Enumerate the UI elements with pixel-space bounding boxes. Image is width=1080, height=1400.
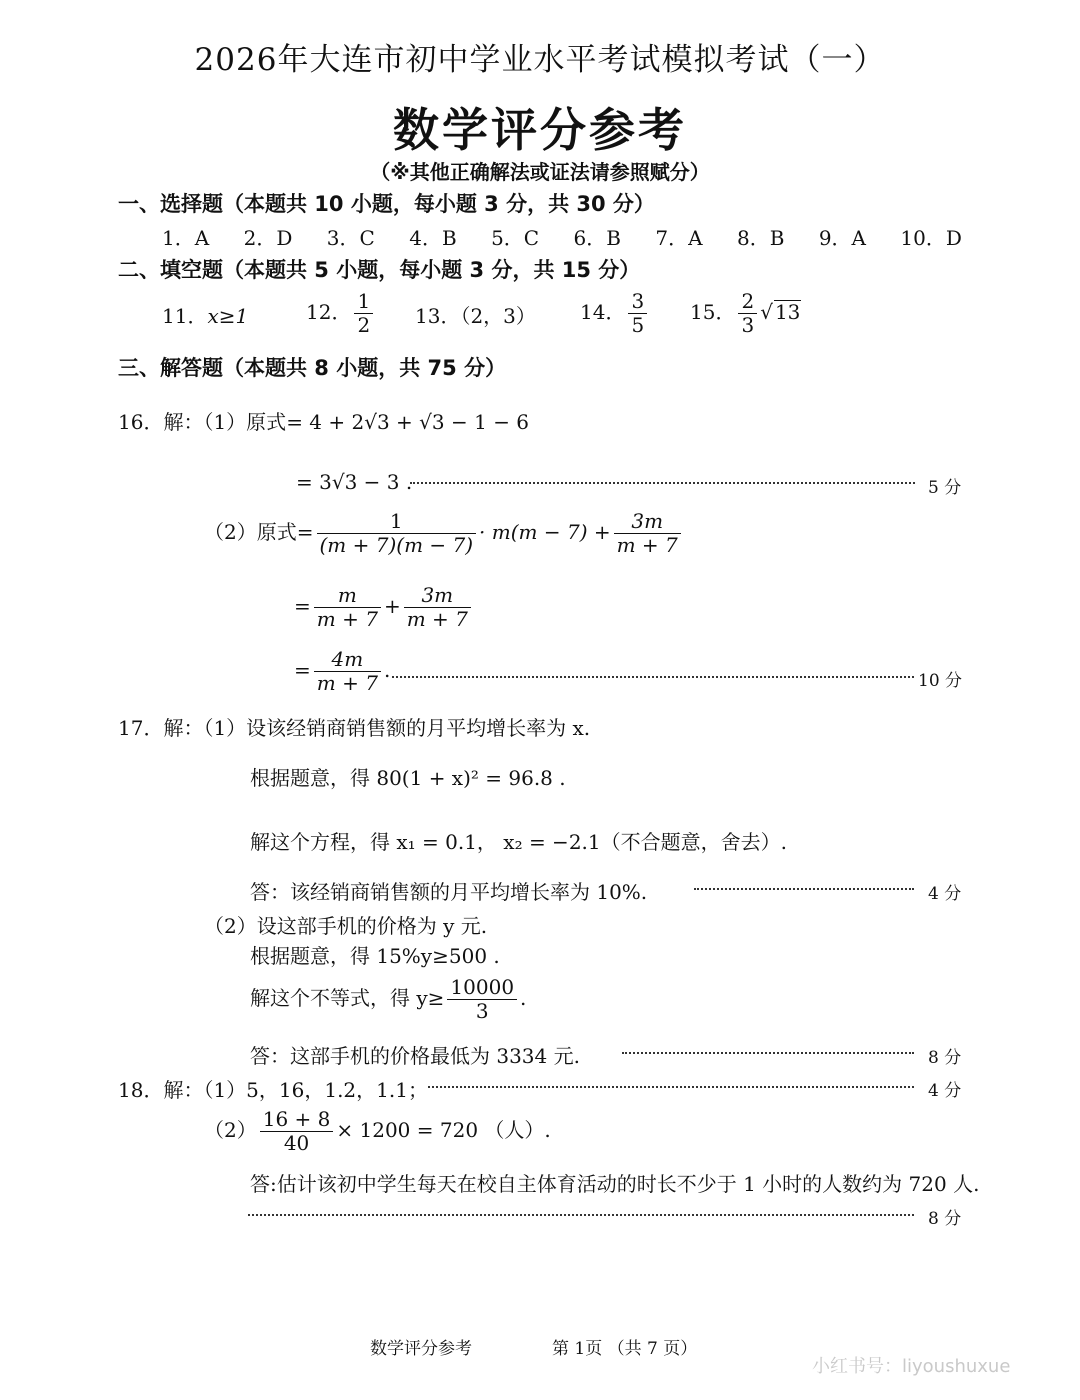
q14-numerator: 3 [628,290,647,314]
q16-l2-frac1-den: m + 7 [316,607,378,631]
q18-fraction [260,1108,334,1155]
q13-label: 13． [415,304,461,328]
q17-part2-solution [250,976,526,1023]
q15-denominator: 3 [741,313,755,337]
q11-label: 11． [162,304,208,328]
q16-l2-frac2 [404,584,471,631]
q18-part2 [204,1108,551,1155]
watermark-text: 小红书号：liyoushuxue [812,1356,1011,1377]
q17-solution: 解这个方程，得 x₁ = 0.1， x₂ = −2.1（不合题意，舍去）. [250,830,787,854]
equals-sign: = [294,594,311,618]
q17-sol-den: 3 [475,999,489,1023]
q15-answer [690,290,801,337]
q14-denominator: 5 [631,313,645,337]
q17-part2-equation: 根据题意，得 15%y≥500 . [250,944,500,968]
equals-sign: = [294,658,311,682]
period: . [520,986,527,1010]
q16-part2-line1 [204,510,684,557]
q18-score1: 4 分 [928,1081,962,1101]
q12-fraction [354,290,373,337]
footer-page-number: 第 1页 （共 7 页） [552,1339,698,1359]
exam-title: 2026年大连市初中学业水平考试模拟考试（一） [194,42,886,78]
q16-frac2 [614,510,681,557]
q16-part2-label: （2）原式 [204,520,297,544]
q16-l3-frac-num: 4m [314,648,381,672]
q17-part2-setup: （2）设这部手机的价格为 y 元. [204,914,488,938]
q18-part1: 18．解：（1）5，16，1.2，1.1； [118,1078,428,1102]
q15-numerator: 2 [738,290,757,314]
q17-score1: 4 分 [928,884,962,904]
q16-score1: 5 分 [928,478,962,498]
period: . [383,658,391,682]
dotted-leader [248,1214,914,1216]
q16-label: 16．解：（1）原式 [118,410,287,434]
q16-part2-line3 [294,648,390,695]
q16-l3-frac [314,648,381,695]
q15-fraction [738,290,757,337]
q18-part2-label: （2） [204,1118,257,1142]
q11-value: x≥1 [207,304,249,328]
doc-subtitle: 数学评分参考 [393,103,687,157]
dotted-leader [410,482,915,484]
q18-frac-den: 40 [283,1131,310,1155]
mc-answer: 4．B [409,226,457,250]
q17-score2: 8 分 [928,1048,962,1068]
section1-heading: 一、选择题（本题共 10 小题，每小题 3 分，共 30 分） [118,192,655,216]
q13-value: （2，3） [460,304,536,328]
grading-note: （※其他正确解法或证法请参照赋分） [370,160,710,184]
q16-l2-frac2-den: m + 7 [406,607,468,631]
q11-answer [162,300,248,329]
q18-part2-rest: × 1200 = 720 （人）. [336,1118,551,1142]
mc-answer: 6．B [573,226,621,250]
q16-mid-expr: · m(m − 7) + [479,520,611,544]
mc-answer: 10．D [900,226,962,250]
q18-frac-num: 16 + 8 [260,1108,334,1132]
section2-heading: 二、填空题（本题共 5 小题，每小题 3 分，共 15 分） [118,258,641,282]
q16-l2-frac1-num: m [314,584,381,608]
dotted-leader [694,888,914,890]
q15-label: 15． [690,300,736,324]
sqrt-icon: √ [760,300,773,324]
mc-answer: 5．C [491,226,540,250]
q16-frac1-den: (m + 7)(m − 7) [319,533,474,557]
q16-frac1 [317,510,477,557]
q17-sol-prefix: 解这个不等式，得 y≥ [250,986,445,1010]
q16-part2-line2 [294,584,474,631]
q12-denominator: 2 [357,313,371,337]
q15-radicand: 13 [774,300,801,324]
q17-sol-fraction [447,976,517,1023]
mc-answer: 2．D [243,226,293,250]
q17-part1-setup: 17．解：（1）设该经销商销售额的月平均增长率为 x. [118,716,591,740]
q17-answer1: 答：该经销商销售额的月平均增长率为 10%. [250,880,648,904]
dotted-leader [392,676,914,678]
q18-answer: 答:估计该初中学生每天在校自主体育活动的时长不少于 1 小时的人数约为 720 人. [250,1172,980,1196]
q17-answer2: 答：这部手机的价格最低为 3334 元. [250,1044,580,1068]
q16-l2-frac1 [314,584,381,631]
mc-answer: 8．B [736,226,785,250]
q16-l3-frac-den: m + 7 [316,671,378,695]
q16-score2: 10 分 [918,671,963,691]
q18-score2: 8 分 [928,1209,962,1229]
mc-answer: 9．A [818,226,866,250]
plus-sign: + [383,594,401,618]
q14-label: 14． [580,300,626,324]
section3-heading: 三、解答题（本题共 8 小题，共 75 分） [118,356,507,380]
q17-sol-num: 10000 [447,976,517,1000]
mc-answer: 7．A [655,226,703,250]
footer-doc-name: 数学评分参考 [370,1339,472,1359]
mc-answer: 3．C [326,226,375,250]
q17-equation: 根据题意，得 80(1 + x)² = 96.8 . [250,766,566,790]
q16-l2-frac2-num: 3m [404,584,471,608]
q16-part1-line1 [118,406,529,435]
q16-frac2-den: m + 7 [616,533,678,557]
q12-numerator: 1 [354,290,373,314]
q16-part1-line2: = 3√3 − 3 . [296,470,413,494]
dotted-leader [622,1052,914,1054]
q12-answer [306,290,376,337]
mc-answer: 1．A [162,226,210,250]
q13-answer [415,300,536,329]
dotted-leader [428,1086,914,1088]
mc-answer-row [162,222,962,251]
q16-expr1: = 4 + 2√3 + √3 − 1 − 6 [286,410,530,434]
equals-sign: = [296,520,314,544]
q14-answer [580,290,650,337]
q12-label: 12． [306,300,352,324]
q16-frac2-num: 3m [614,510,681,534]
q14-fraction [628,290,647,337]
q16-frac1-num: 1 [317,510,477,534]
